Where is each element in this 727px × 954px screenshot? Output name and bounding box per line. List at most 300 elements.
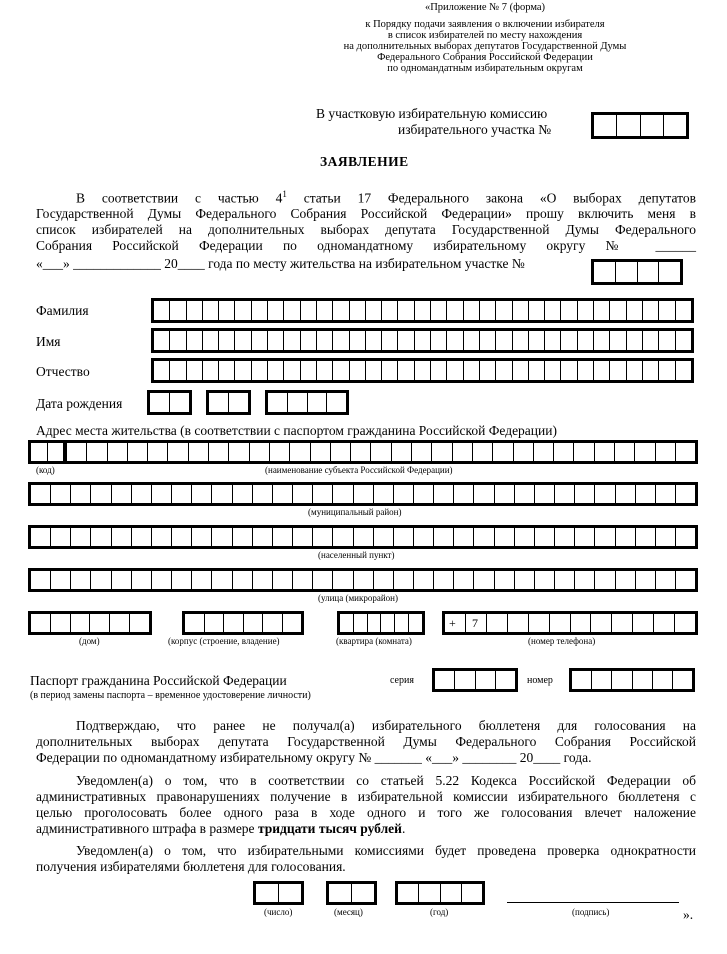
input-cell[interactable]	[595, 571, 615, 589]
input-cell[interactable]	[172, 571, 192, 589]
input-cell[interactable]	[283, 614, 302, 632]
input-cell[interactable]	[633, 614, 654, 632]
input-cell[interactable]	[641, 115, 664, 136]
input-cell[interactable]	[627, 361, 643, 380]
surname-cells[interactable]	[151, 298, 694, 323]
input-cell[interactable]	[148, 443, 168, 461]
input-cell[interactable]	[455, 671, 475, 689]
input-cell[interactable]	[612, 671, 632, 689]
input-cell[interactable]	[398, 884, 419, 902]
district-cells[interactable]	[28, 482, 698, 506]
input-cell[interactable]	[462, 884, 482, 902]
input-cell[interactable]	[545, 301, 561, 320]
input-cell[interactable]	[480, 361, 496, 380]
input-cell[interactable]	[591, 614, 612, 632]
house-cells[interactable]	[28, 611, 152, 635]
input-cell[interactable]	[233, 528, 253, 546]
input-cell[interactable]	[112, 571, 132, 589]
input-cell[interactable]	[561, 301, 577, 320]
input-cell[interactable]	[252, 331, 268, 350]
input-cell[interactable]	[535, 528, 555, 546]
input-cell[interactable]	[51, 485, 71, 503]
input-cell[interactable]	[454, 485, 474, 503]
input-cell[interactable]	[616, 528, 636, 546]
input-cell[interactable]	[643, 361, 659, 380]
input-cell[interactable]	[333, 361, 349, 380]
input-cell[interactable]	[333, 301, 349, 320]
input-cell[interactable]	[313, 528, 333, 546]
input-cell[interactable]	[615, 443, 635, 461]
input-cell[interactable]	[431, 361, 447, 380]
locality-cells[interactable]	[28, 525, 698, 549]
input-cell[interactable]	[447, 331, 463, 350]
input-cell[interactable]	[268, 301, 284, 320]
input-cell[interactable]	[219, 301, 235, 320]
input-cell[interactable]	[212, 528, 232, 546]
input-cell[interactable]	[656, 571, 676, 589]
input-cell[interactable]	[434, 571, 454, 589]
input-cell[interactable]	[301, 331, 317, 350]
input-cell[interactable]	[656, 485, 676, 503]
input-cell[interactable]	[268, 361, 284, 380]
input-cell[interactable]	[394, 528, 414, 546]
input-cell[interactable]	[203, 301, 219, 320]
input-cell[interactable]	[636, 485, 656, 503]
input-cell[interactable]	[453, 443, 473, 461]
input-cell[interactable]	[496, 331, 512, 350]
input-cell[interactable]	[595, 528, 615, 546]
input-cell[interactable]	[229, 443, 249, 461]
input-cell[interactable]	[128, 443, 148, 461]
input-cell[interactable]	[352, 884, 374, 902]
input-cell[interactable]	[284, 301, 300, 320]
input-cell[interactable]	[659, 361, 675, 380]
input-cell[interactable]	[653, 671, 673, 689]
input-cell[interactable]	[676, 571, 695, 589]
input-cell[interactable]	[508, 614, 529, 632]
input-cell[interactable]	[398, 301, 414, 320]
input-cell[interactable]	[447, 361, 463, 380]
phone-cells[interactable]	[442, 611, 698, 635]
input-cell[interactable]	[132, 485, 152, 503]
input-cell[interactable]	[71, 571, 91, 589]
input-cell[interactable]	[656, 443, 676, 461]
input-cell[interactable]	[419, 884, 440, 902]
input-cell[interactable]	[132, 528, 152, 546]
input-cell[interactable]	[351, 443, 371, 461]
input-cell[interactable]	[90, 614, 110, 632]
input-cell[interactable]	[513, 331, 529, 350]
input-cell[interactable]	[612, 614, 633, 632]
input-cell[interactable]	[382, 331, 398, 350]
input-cell[interactable]	[594, 301, 610, 320]
input-cell[interactable]	[185, 614, 205, 632]
input-cell[interactable]	[578, 361, 594, 380]
input-cell[interactable]	[313, 485, 333, 503]
input-cell[interactable]	[253, 485, 273, 503]
input-cell[interactable]	[555, 485, 575, 503]
input-cell[interactable]	[366, 361, 382, 380]
input-cell[interactable]	[638, 262, 660, 282]
input-cell[interactable]	[627, 301, 643, 320]
input-cell[interactable]	[392, 443, 412, 461]
input-cell[interactable]	[545, 361, 561, 380]
input-cell[interactable]	[187, 361, 203, 380]
input-cell[interactable]	[409, 614, 422, 632]
sign-day-cells[interactable]	[253, 881, 304, 905]
input-cell[interactable]	[381, 614, 395, 632]
input-cell[interactable]	[374, 485, 394, 503]
input-cell[interactable]	[350, 331, 366, 350]
input-cell[interactable]	[610, 331, 626, 350]
input-cell[interactable]	[279, 884, 301, 902]
input-cell[interactable]	[514, 443, 534, 461]
input-cell[interactable]	[67, 443, 87, 461]
input-cell[interactable]	[31, 485, 51, 503]
input-cell[interactable]	[398, 361, 414, 380]
input-cell[interactable]	[487, 614, 508, 632]
input-cell[interactable]	[415, 331, 431, 350]
input-cell[interactable]	[627, 331, 643, 350]
input-cell[interactable]	[284, 331, 300, 350]
input-cell[interactable]	[187, 301, 203, 320]
input-cell[interactable]	[480, 331, 496, 350]
input-cell[interactable]	[301, 301, 317, 320]
input-cell[interactable]	[578, 331, 594, 350]
input-cell[interactable]	[354, 528, 374, 546]
input-cell[interactable]	[293, 485, 313, 503]
input-cell[interactable]	[192, 528, 212, 546]
input-cell[interactable]	[317, 361, 333, 380]
input-cell[interactable]	[374, 528, 394, 546]
passport-series-cells[interactable]	[432, 668, 518, 692]
input-cell[interactable]	[616, 262, 638, 282]
input-cell[interactable]	[395, 614, 409, 632]
input-cell[interactable]	[555, 528, 575, 546]
input-cell[interactable]	[676, 485, 695, 503]
input-cell[interactable]	[203, 331, 219, 350]
input-cell[interactable]	[454, 571, 474, 589]
input-cell[interactable]	[317, 331, 333, 350]
input-cell[interactable]	[170, 361, 186, 380]
input-cell[interactable]	[152, 485, 172, 503]
input-cell[interactable]	[268, 331, 284, 350]
input-cell[interactable]	[464, 301, 480, 320]
input-cell[interactable]	[235, 301, 251, 320]
input-cell[interactable]	[464, 331, 480, 350]
input-cell[interactable]	[617, 115, 640, 136]
input-cell[interactable]	[340, 614, 354, 632]
input-cell[interactable]	[290, 443, 310, 461]
input-cell[interactable]	[212, 485, 232, 503]
input-cell[interactable]	[71, 614, 91, 632]
input-cell[interactable]	[493, 443, 513, 461]
input-cell[interactable]	[333, 331, 349, 350]
input-cell[interactable]	[189, 443, 209, 461]
input-cell[interactable]	[150, 393, 170, 412]
input-cell[interactable]	[464, 361, 480, 380]
input-cell[interactable]	[595, 485, 615, 503]
input-cell[interactable]	[301, 361, 317, 380]
input-cell[interactable]	[91, 571, 111, 589]
input-cell[interactable]	[496, 301, 512, 320]
input-cell[interactable]	[350, 301, 366, 320]
input-cell[interactable]	[354, 614, 368, 632]
input-cell[interactable]	[284, 361, 300, 380]
input-cell[interactable]	[229, 393, 248, 412]
input-cell[interactable]	[331, 443, 351, 461]
input-cell[interactable]	[676, 443, 695, 461]
input-cell[interactable]	[51, 528, 71, 546]
input-cell[interactable]	[496, 361, 512, 380]
input-cell[interactable]	[368, 614, 382, 632]
input-cell[interactable]	[311, 443, 331, 461]
input-cell[interactable]	[594, 115, 617, 136]
input-cell[interactable]	[170, 331, 186, 350]
input-cell[interactable]	[110, 614, 130, 632]
input-cell[interactable]	[515, 528, 535, 546]
street-cells[interactable]	[28, 568, 698, 592]
input-cell[interactable]	[554, 443, 574, 461]
input-cell[interactable]	[529, 614, 550, 632]
input-cell[interactable]	[172, 485, 192, 503]
input-cell[interactable]	[595, 443, 615, 461]
input-cell[interactable]	[31, 528, 51, 546]
input-cell[interactable]	[676, 361, 691, 380]
input-cell[interactable]	[495, 485, 515, 503]
input-cell[interactable]	[659, 331, 675, 350]
input-cell[interactable]	[616, 485, 636, 503]
input-cell[interactable]	[515, 485, 535, 503]
input-cell[interactable]	[203, 361, 219, 380]
input-cell[interactable]	[253, 571, 273, 589]
input-cell[interactable]	[235, 361, 251, 380]
input-cell[interactable]	[250, 443, 270, 461]
input-cell[interactable]	[212, 571, 232, 589]
input-cell[interactable]	[219, 331, 235, 350]
input-cell[interactable]	[270, 443, 290, 461]
input-cell[interactable]	[152, 528, 172, 546]
input-cell[interactable]	[219, 361, 235, 380]
input-cell[interactable]	[112, 485, 132, 503]
input-cell[interactable]	[132, 571, 152, 589]
input-cell[interactable]	[256, 884, 279, 902]
input-cell[interactable]	[87, 443, 107, 461]
input-cell[interactable]	[675, 614, 695, 632]
input-cell[interactable]	[643, 331, 659, 350]
signature-line[interactable]	[507, 902, 679, 903]
input-cell[interactable]	[209, 443, 229, 461]
input-cell[interactable]	[535, 485, 555, 503]
input-cell[interactable]	[447, 301, 463, 320]
input-cell[interactable]	[555, 571, 575, 589]
input-cell[interactable]	[454, 528, 474, 546]
input-cell[interactable]	[253, 528, 273, 546]
input-cell[interactable]	[168, 443, 188, 461]
input-cell[interactable]	[273, 485, 293, 503]
input-cell[interactable]	[431, 301, 447, 320]
input-cell[interactable]	[187, 331, 203, 350]
input-cell[interactable]	[415, 301, 431, 320]
input-cell[interactable]	[592, 671, 612, 689]
input-cell[interactable]	[414, 485, 434, 503]
input-cell[interactable]	[594, 331, 610, 350]
input-cell[interactable]	[91, 528, 111, 546]
building-cells[interactable]	[182, 611, 304, 635]
input-cell[interactable]	[545, 331, 561, 350]
input-cell[interactable]	[329, 884, 352, 902]
input-cell[interactable]	[154, 331, 170, 350]
input-cell[interactable]	[205, 614, 225, 632]
input-cell[interactable]	[535, 571, 555, 589]
input-cell[interactable]	[333, 485, 353, 503]
input-cell[interactable]	[572, 671, 592, 689]
input-cell[interactable]	[432, 443, 452, 461]
input-cell[interactable]	[636, 571, 656, 589]
input-cell[interactable]	[676, 301, 691, 320]
input-cell[interactable]	[676, 528, 695, 546]
input-cell[interactable]	[659, 301, 675, 320]
input-cell[interactable]	[252, 301, 268, 320]
input-cell[interactable]	[495, 571, 515, 589]
input-cell[interactable]	[371, 443, 391, 461]
input-cell[interactable]	[575, 571, 595, 589]
birth-month-cells[interactable]	[206, 390, 251, 415]
input-cell[interactable]	[434, 485, 454, 503]
input-cell[interactable]	[594, 262, 616, 282]
sign-month-cells[interactable]	[326, 881, 377, 905]
birth-day-cells[interactable]	[147, 390, 192, 415]
input-cell[interactable]	[192, 571, 212, 589]
input-cell[interactable]	[273, 571, 293, 589]
input-cell[interactable]	[233, 485, 253, 503]
input-cell[interactable]	[398, 331, 414, 350]
input-cell[interactable]	[643, 301, 659, 320]
input-cell[interactable]	[561, 361, 577, 380]
input-cell[interactable]	[288, 393, 308, 412]
input-cell[interactable]	[394, 485, 414, 503]
input-cell[interactable]	[48, 443, 64, 461]
input-cell[interactable]	[374, 571, 394, 589]
input-cell[interactable]	[308, 393, 328, 412]
input-cell[interactable]	[441, 884, 462, 902]
input-cell[interactable]	[515, 571, 535, 589]
input-cell[interactable]	[130, 614, 149, 632]
input-cell[interactable]	[496, 671, 515, 689]
input-cell[interactable]	[112, 528, 132, 546]
input-cell[interactable]	[366, 331, 382, 350]
input-cell[interactable]	[382, 301, 398, 320]
region-name-cells[interactable]	[64, 440, 698, 464]
apartment-cells[interactable]	[337, 611, 425, 635]
sign-year-cells[interactable]	[395, 881, 485, 905]
input-cell[interactable]	[268, 393, 288, 412]
input-cell[interactable]	[659, 262, 680, 282]
input-cell[interactable]	[474, 485, 494, 503]
input-cell[interactable]	[513, 361, 529, 380]
input-cell[interactable]	[431, 331, 447, 350]
input-cell[interactable]	[529, 301, 545, 320]
input-cell[interactable]	[293, 528, 313, 546]
input-cell[interactable]	[31, 614, 51, 632]
region-code-cells[interactable]	[28, 440, 66, 464]
patronymic-cells[interactable]	[151, 358, 694, 383]
input-cell[interactable]	[414, 571, 434, 589]
input-cell[interactable]	[252, 361, 268, 380]
input-cell[interactable]	[529, 331, 545, 350]
input-cell[interactable]	[333, 571, 353, 589]
input-cell[interactable]	[513, 301, 529, 320]
input-cell[interactable]	[209, 393, 229, 412]
input-cell[interactable]	[676, 331, 691, 350]
input-cell[interactable]	[575, 485, 595, 503]
input-cell[interactable]	[415, 361, 431, 380]
input-cell[interactable]	[534, 443, 554, 461]
input-cell[interactable]	[610, 361, 626, 380]
input-cell[interactable]	[656, 528, 676, 546]
input-cell[interactable]	[244, 614, 264, 632]
precinct-number-cells-2[interactable]	[591, 259, 683, 285]
input-cell[interactable]	[317, 301, 333, 320]
input-cell[interactable]	[91, 485, 111, 503]
input-cell[interactable]	[594, 361, 610, 380]
input-cell[interactable]	[473, 443, 493, 461]
input-cell[interactable]	[394, 571, 414, 589]
input-cell[interactable]	[382, 361, 398, 380]
input-cell[interactable]	[170, 393, 189, 412]
input-cell[interactable]	[673, 671, 692, 689]
input-cell[interactable]	[616, 571, 636, 589]
input-cell[interactable]	[550, 614, 571, 632]
input-cell[interactable]	[192, 485, 212, 503]
input-cell[interactable]	[474, 528, 494, 546]
input-cell[interactable]	[476, 671, 496, 689]
input-cell[interactable]	[51, 614, 71, 632]
input-cell[interactable]	[561, 331, 577, 350]
input-cell[interactable]	[172, 528, 192, 546]
input-cell[interactable]	[327, 393, 346, 412]
input-cell[interactable]	[263, 614, 283, 632]
input-cell[interactable]	[154, 301, 170, 320]
input-cell[interactable]	[474, 571, 494, 589]
precinct-number-cells[interactable]	[591, 112, 689, 139]
input-cell[interactable]	[571, 614, 592, 632]
birth-year-cells[interactable]	[265, 390, 349, 415]
input-cell[interactable]	[31, 571, 51, 589]
input-cell[interactable]	[233, 571, 253, 589]
input-cell[interactable]	[31, 443, 48, 461]
input-cell[interactable]	[354, 485, 374, 503]
input-cell[interactable]	[412, 443, 432, 461]
input-cell[interactable]	[152, 571, 172, 589]
input-cell[interactable]	[575, 528, 595, 546]
input-cell[interactable]	[435, 671, 455, 689]
name-cells[interactable]	[151, 328, 694, 353]
input-cell[interactable]	[610, 301, 626, 320]
input-cell[interactable]	[414, 528, 434, 546]
input-cell[interactable]	[71, 485, 91, 503]
input-cell[interactable]	[354, 571, 374, 589]
input-cell[interactable]	[636, 528, 656, 546]
input-cell[interactable]	[480, 301, 496, 320]
input-cell[interactable]	[108, 443, 128, 461]
input-cell[interactable]	[235, 331, 251, 350]
input-cell[interactable]	[495, 528, 515, 546]
input-cell[interactable]	[635, 443, 655, 461]
input-cell[interactable]	[633, 671, 653, 689]
input-cell[interactable]	[664, 115, 686, 136]
input-cell[interactable]	[366, 301, 382, 320]
